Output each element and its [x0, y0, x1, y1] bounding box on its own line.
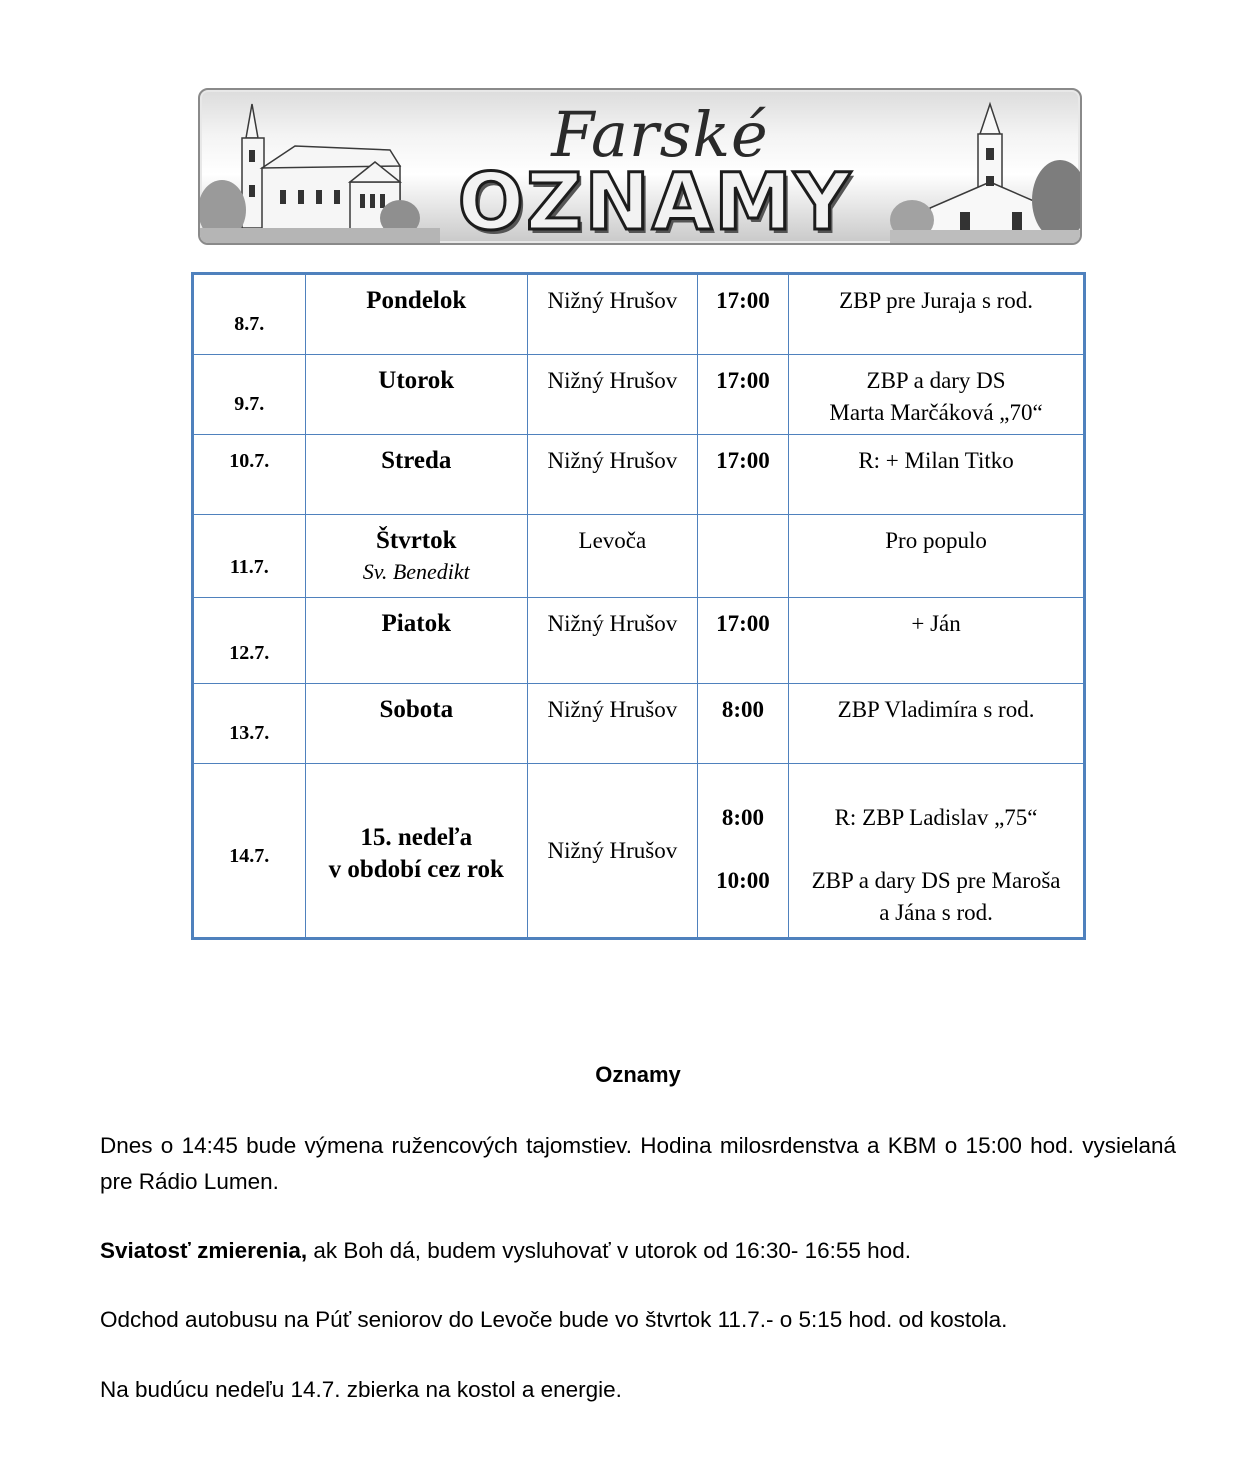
intention-line: a Jána s rod. — [879, 900, 993, 925]
intention-cell: Pro populo — [789, 515, 1085, 598]
date-cell: 9.7. — [193, 355, 306, 435]
announcement-paragraph: Dnes o 14:45 bude výmena ružencových tajomstiev. Hodina milosrdenstva a KBM o 15:00 hod. vysielaná pre Rádio Lumen. — [100, 1133, 1176, 1194]
time-cell — [697, 764, 788, 939]
time-cell: 8:00 — [697, 684, 788, 764]
table-row — [193, 435, 1085, 515]
time-cell — [697, 515, 788, 598]
banner-title-script: Farské — [551, 98, 769, 171]
table-row — [193, 684, 1085, 764]
announcement-text: ak Boh dá, budem vysluhovať v utorok od 16:30- 16:55 hod. — [307, 1238, 911, 1263]
intention-cell: R: + Milan Titko — [789, 435, 1085, 515]
day-cell: Piatok — [305, 598, 527, 684]
time-cell: 17:00 — [697, 598, 788, 684]
date-cell: 11.7. — [193, 515, 306, 598]
place-cell: Nižný Hrušov — [527, 355, 697, 435]
announcement-paragraph: Odchod autobusu na Púť seniorov do Levoče bude vo štvrtok 11.7.- o 5:15 hod. od kostola. — [100, 1307, 1008, 1332]
intention-cell: ZBP Vladimíra s rod. — [789, 684, 1085, 764]
time-cell: 17:00 — [697, 355, 788, 435]
banner-title-block: OZNAMY — [457, 158, 853, 245]
intention-line: ZBP a dary DS — [866, 368, 1006, 393]
day-name: 15. nedeľa — [360, 823, 473, 851]
place-cell: Nižný Hrušov — [527, 684, 697, 764]
date-cell: 14.7. — [193, 764, 306, 939]
day-cell — [305, 764, 527, 939]
intention-line: Marta Marčáková „70“ — [829, 400, 1043, 425]
table-row — [193, 515, 1085, 598]
time-cell: 17:00 — [697, 435, 788, 515]
place-cell: Nižný Hrušov — [527, 764, 697, 939]
table-row — [193, 764, 1085, 939]
day-cell — [305, 515, 527, 598]
day-cell: Utorok — [305, 355, 527, 435]
saint-name: Sv. Benedikt — [362, 559, 470, 584]
intention-cell — [789, 764, 1085, 939]
table-row — [193, 274, 1085, 355]
day-cell: Streda — [305, 435, 527, 515]
intention-cell — [789, 355, 1085, 435]
date-cell: 8.7. — [193, 274, 306, 355]
place-cell: Nižný Hrušov — [527, 598, 697, 684]
table-row — [193, 598, 1085, 684]
table-row — [193, 355, 1085, 435]
day-cell: Pondelok — [305, 274, 527, 355]
announcements-title: Oznamy — [595, 1062, 681, 1087]
time-cell: 17:00 — [697, 274, 788, 355]
time-value: 8:00 — [721, 805, 765, 830]
announcement-bold-lead: Sviatosť zmierenia, — [100, 1238, 308, 1263]
day-name: Štvrtok — [375, 527, 457, 554]
mass-schedule-table — [191, 272, 1086, 940]
place-cell: Nižný Hrušov — [527, 435, 697, 515]
place-cell: Levoča — [527, 515, 697, 598]
header-banner — [198, 88, 1082, 245]
announcement-paragraph: Na budúcu nedeľu 14.7. zbierka na kostol a energie. — [100, 1377, 622, 1402]
time-value: 10:00 — [716, 868, 770, 893]
place-cell: Nižný Hrušov — [527, 274, 697, 355]
intention-line: ZBP a dary DS pre Maroša — [811, 868, 1061, 893]
date-cell: 13.7. — [193, 684, 306, 764]
intention-line: R: ZBP Ladislav „75“ — [834, 805, 1038, 830]
date-cell: 10.7. — [193, 435, 306, 515]
day-subtitle: v období cez rok — [328, 855, 504, 883]
announcement-paragraph — [100, 1233, 1176, 1269]
intention-cell: ZBP pre Juraja s rod. — [789, 274, 1085, 355]
intention-cell: + Ján — [789, 598, 1085, 684]
date-cell: 12.7. — [193, 598, 306, 684]
day-cell: Sobota — [305, 684, 527, 764]
